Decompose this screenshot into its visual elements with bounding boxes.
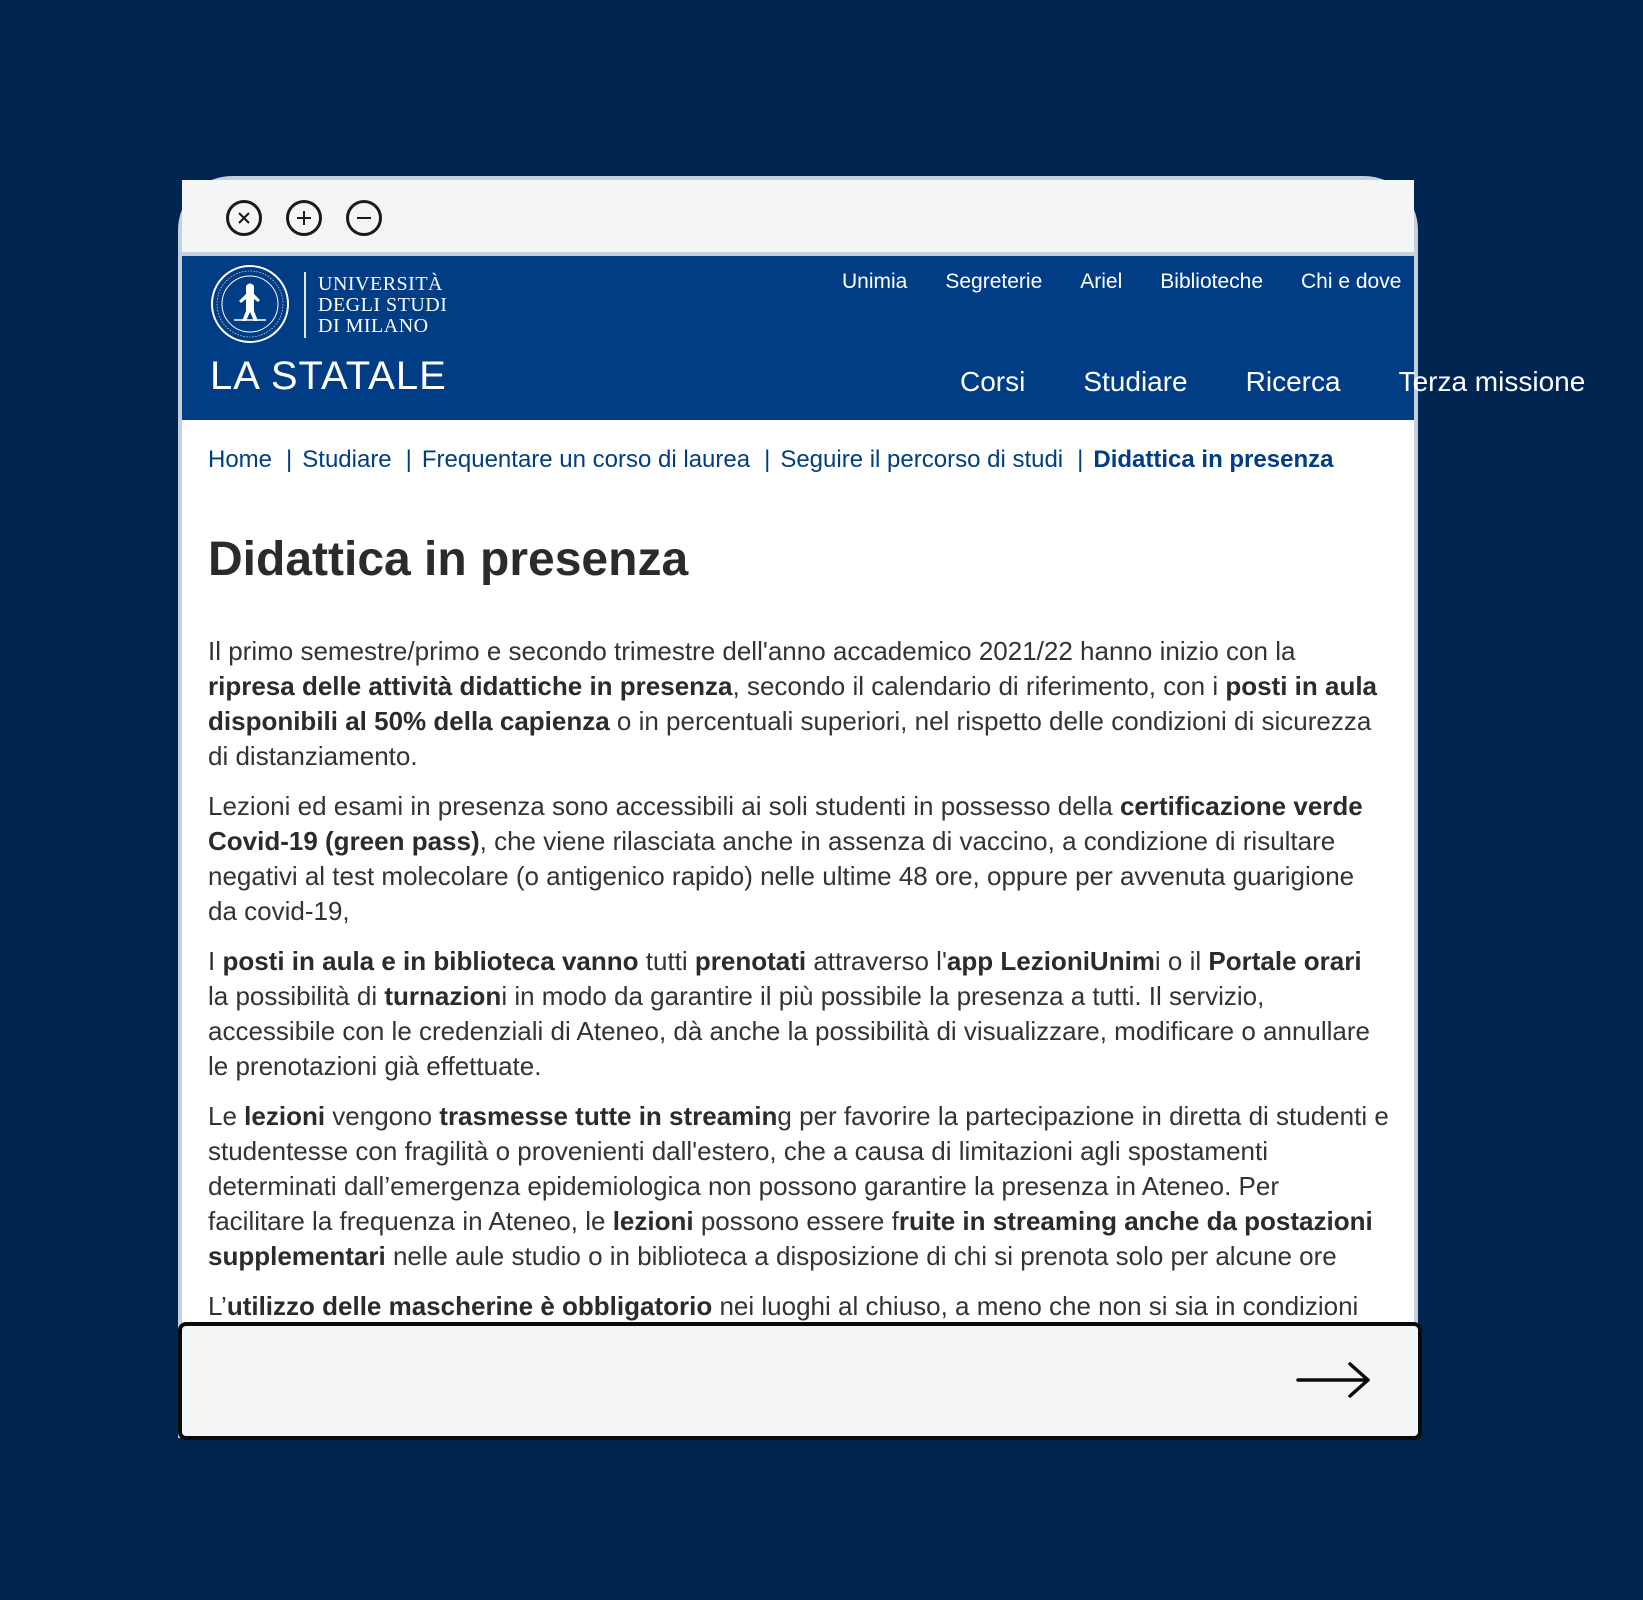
breadcrumb [208, 446, 1333, 474]
bold-text: certificazione verde [1119, 791, 1363, 821]
text-line: i in modo da garantire il più possibile la presenza a tutti. Il servizio, [501, 981, 1265, 1011]
bold-text: lezioni [612, 1206, 694, 1236]
breadcrumb-frequentare[interactable]: Frequentare un corso di laurea [421, 446, 751, 473]
utility-link-unimia[interactable]: Unimia [842, 270, 908, 293]
utility-link-chi-e-dove[interactable]: Chi e dove [1301, 270, 1402, 293]
text-line: le prenotazioni già effettuate. [208, 1051, 542, 1081]
text-line: nei luoghi al chiuso, a meno che non si sia in condizioni [712, 1291, 1359, 1321]
utility-link-biblioteche[interactable]: Biblioteche [1160, 270, 1263, 293]
zoom-out-button[interactable] [346, 200, 382, 236]
breadcrumb-home[interactable]: Home [208, 446, 273, 473]
bold-text: posti in aula e in biblioteca vanno [222, 946, 639, 976]
bold-text: posti in aula [1225, 671, 1378, 701]
text-line: da covid-19, [208, 896, 350, 926]
paragraph-5 [208, 1289, 1508, 1324]
text-line: Le [208, 1101, 245, 1131]
text-line: o in percentuali superiori, nel rispetto delle condizioni di sicurezza [609, 706, 1372, 736]
arrow-right-icon[interactable] [1296, 1360, 1372, 1400]
paragraph-1 [208, 634, 1508, 774]
text-line: Lezioni ed esami in presenza sono accessibili ai soli studenti in possesso della [208, 791, 1120, 821]
text-line: Il primo semestre/primo e secondo trimestre dell'anno accademico 2021/22 hanno inizio con la [208, 636, 1296, 666]
text-line: tutti [638, 946, 695, 976]
bold-text: prenotati [694, 946, 807, 976]
main-nav-terza-missione[interactable]: Terza missione [1398, 366, 1586, 397]
bold-text: lezioni [244, 1101, 326, 1131]
breadcrumb-seguire[interactable]: Seguire il percorso di studi [780, 446, 1064, 473]
text-line: determinati dall’emergenza epidemiologica non possono garantire la presenza in Ateneo. Per [208, 1171, 1280, 1201]
university-name[interactable] [318, 274, 447, 337]
text-line: vengono [325, 1101, 440, 1131]
main-nav-ricerca[interactable]: Ricerca [1245, 366, 1341, 397]
bold-text: ripresa delle attività didattiche in presenza [208, 671, 733, 701]
university-name-line: UNIVERSITÀ [318, 273, 443, 295]
site-header [182, 256, 1586, 420]
bold-text: ruite in streaming anche da postazioni [898, 1206, 1373, 1236]
bold-text: app LezioniUnim [946, 946, 1155, 976]
text-line: i o il [1154, 946, 1209, 976]
university-name-line: DEGLI STUDI [318, 294, 448, 316]
close-window-button[interactable] [226, 200, 262, 236]
paragraph-4 [208, 1099, 1508, 1274]
text-line: L’ [208, 1291, 227, 1321]
brand-logo[interactable]: LA STATALE [210, 354, 447, 398]
breadcrumb-separator: | [1077, 446, 1084, 473]
browser-window [178, 176, 1586, 1438]
bottom-bar [178, 1322, 1422, 1440]
close-icon [229, 203, 259, 233]
text-line: , che viene rilasciata anche in assenza di vaccino, a condizione di risultare [479, 826, 1336, 856]
text-line: nelle aule studio o in biblioteca a disposizione di chi si prenota solo per alcune ore [385, 1241, 1337, 1271]
text-line: facilitare la frequenza in Ateneo, le [208, 1206, 613, 1236]
logo-divider [304, 272, 306, 338]
breadcrumb-current: Didattica in presenza [1093, 446, 1334, 473]
bold-text: trasmesse tutte in streamin [439, 1101, 778, 1131]
bold-text: Portale orari [1208, 946, 1362, 976]
main-nav-studiare[interactable]: Studiare [1083, 366, 1188, 397]
university-seal-logo[interactable] [210, 264, 290, 344]
university-name-line: DI MILANO [318, 315, 429, 337]
paragraph-3 [208, 944, 1508, 1084]
text-line: g per favorire la partecipazione in diretta di studenti e [777, 1101, 1389, 1131]
main-nav-corsi[interactable]: Corsi [960, 366, 1026, 397]
utility-link-segreterie[interactable]: Segreterie [945, 270, 1043, 293]
text-line: attraverso l' [806, 946, 947, 976]
text-line: di distanziamento. [208, 741, 418, 771]
text-line: la possibilità di [208, 981, 385, 1011]
breadcrumb-studiare[interactable]: Studiare [302, 446, 392, 473]
utility-nav [842, 270, 1439, 294]
utility-link-ariel[interactable]: Ariel [1080, 270, 1123, 293]
article-body [208, 634, 1508, 1339]
bold-text: disponibili al 50% della capienza [208, 706, 610, 736]
plus-icon [289, 203, 319, 233]
bold-text: utilizzo delle mascherine è obbligatorio [226, 1291, 713, 1321]
text-line: , secondo il calendario di riferimento, con i [732, 671, 1226, 701]
bold-text: turnazion [384, 981, 502, 1011]
bold-text: supplementari [208, 1241, 386, 1271]
breadcrumb-separator: | [764, 446, 771, 473]
main-nav [960, 366, 1643, 398]
text-line: possono essere f [693, 1206, 899, 1236]
text-line: studentesse con fragilità o provenienti dall'estero, che a causa di limitazioni agli spostamenti [208, 1136, 1268, 1166]
minus-icon [349, 203, 379, 233]
zoom-in-button[interactable] [286, 200, 322, 236]
text-line: negativi al test molecolare (o antigenico rapido) nelle ultime 48 ore, oppure per avvenuta guarigione [208, 861, 1355, 891]
paragraph-2 [208, 789, 1508, 929]
page-title: Didattica in presenza [208, 533, 689, 586]
window-titlebar [182, 180, 1414, 256]
text-line: I [208, 946, 223, 976]
text-line: accessibile con le credenziali di Ateneo, dà anche la possibilità di visualizzare, modificare o annullare [208, 1016, 1370, 1046]
breadcrumb-separator: | [286, 446, 293, 473]
breadcrumb-separator: | [405, 446, 412, 473]
bold-text: Covid-19 (green pass) [208, 826, 480, 856]
